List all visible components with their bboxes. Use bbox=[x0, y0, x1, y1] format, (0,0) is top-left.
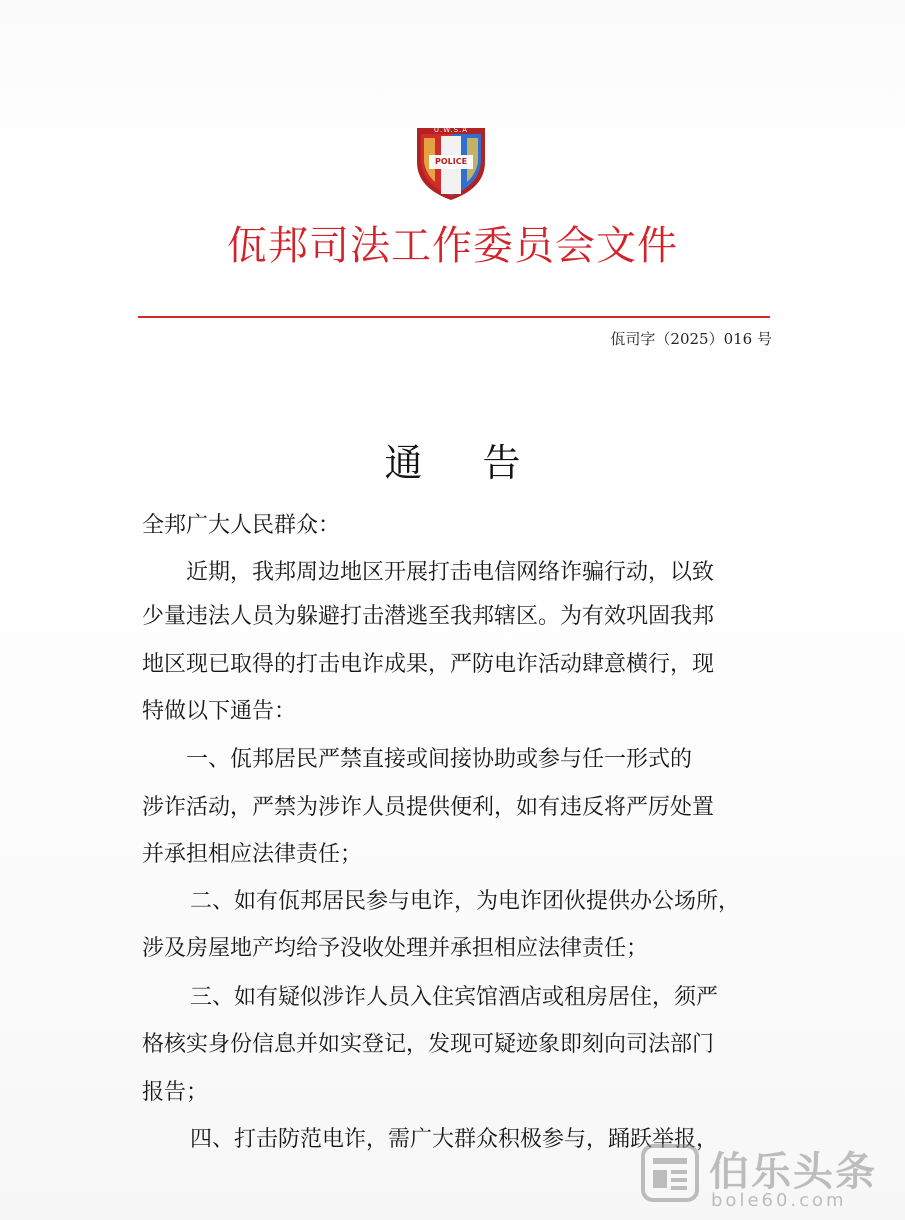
body-line: 近期，我邦周边地区开展打击电信网络诈骗行动，以致 bbox=[186, 560, 715, 585]
emblem-top-text: U.W.S.A bbox=[433, 126, 469, 134]
notice-title: 通 告 bbox=[384, 441, 545, 485]
document-number: 佤司字（2025）016 号 bbox=[610, 330, 772, 348]
body-line: 少量违法人员为躲避打击潜逃至我邦辖区。为有效巩固我邦 bbox=[142, 604, 715, 629]
clause-two-line: 涉及房屋地产均给予没收处理并承担相应法律责任； bbox=[142, 936, 649, 961]
clause-two-line: 二、如有佤邦居民参与电诈，为电诈团伙提供办公场所， bbox=[190, 889, 741, 914]
watermark-title: 伯乐头条 bbox=[709, 1149, 877, 1195]
emblem-police-text: POLICE bbox=[434, 157, 468, 166]
body-line: 地区现已取得的打击电诈成果，严防电诈活动肆意横行，现 bbox=[142, 652, 715, 677]
newspaper-logo-icon bbox=[639, 1142, 701, 1204]
clause-three-line: 格核实身份信息并如实登记，发现可疑迹象即刻向司法部门 bbox=[142, 1032, 715, 1057]
clause-one-line: 并承担相应法律责任； bbox=[142, 842, 363, 867]
clause-three-line: 三、如有疑似涉诈人员入住宾馆酒店或租房居住，须严 bbox=[190, 985, 719, 1010]
red-divider-line bbox=[138, 316, 770, 318]
organization-title: 佤邦司法工作委员会文件 bbox=[227, 223, 678, 269]
clause-one-line: 一、佤邦居民严禁直接或间接协助或参与任一形式的 bbox=[186, 747, 693, 772]
watermark bbox=[639, 1136, 901, 1216]
clause-four-line: 四、打击防范电诈，需广大群众积极参与，踊跃举报， bbox=[190, 1127, 719, 1152]
body-line: 特做以下通告： bbox=[142, 699, 297, 724]
watermark-url: bole60.com bbox=[711, 1190, 847, 1211]
clause-three-line: 报告； bbox=[142, 1080, 209, 1105]
clause-one-line: 涉诈活动，严禁为涉诈人员提供便利，如有违反将严厉处置 bbox=[142, 795, 715, 820]
salutation: 全邦广大人民群众： bbox=[142, 513, 341, 538]
